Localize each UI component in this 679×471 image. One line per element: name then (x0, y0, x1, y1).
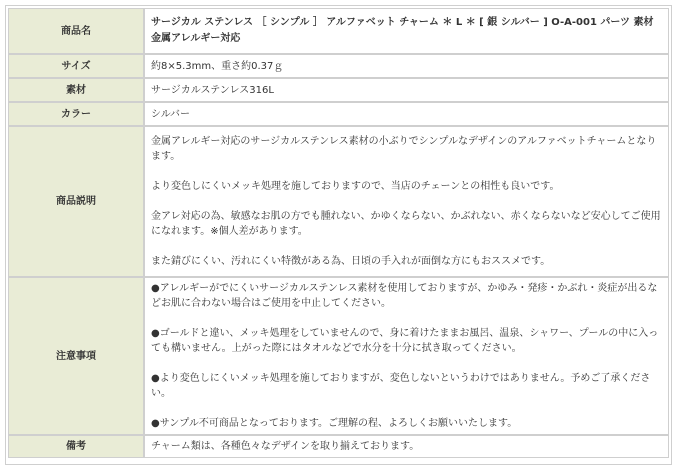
notes-paragraph: ●より変色しにくいメッキ処理を施しておりますが、変色しないというわけではありません。予めご了承ください。 (151, 373, 651, 399)
description-value (144, 126, 669, 277)
description-paragraph: 金属アレルギー対応のサージカルステンレス素材の小ぶりでシンプルなデザインのアルファベットチャームとなります。 (151, 136, 657, 162)
remarks-value: チャーム類は、各種色々なデザインを取り揃えております。 (144, 435, 669, 458)
table-row-remarks (8, 435, 669, 458)
product-name-value: サージカル ステンレス ［ シンプル ］ アルファベット チャーム ＊ L ＊ [ 銀 シルバー ] O-A-001 パーツ 素材 金属アレルギー対応 (144, 8, 669, 54)
description-label: 商品説明 (8, 126, 144, 277)
product-spec-table (8, 8, 669, 458)
table-row-color (8, 102, 669, 126)
notes-paragraph: ●サンプル不可商品となっております。ご理解の程、よろしくお願いいたします。 (151, 418, 518, 429)
product-spec-sheet (5, 5, 672, 465)
size-label: サイズ (8, 54, 144, 78)
size-value: 約8×5.3mm、重さ約0.37ｇ (144, 54, 669, 78)
table-row-description (8, 126, 669, 277)
table-row-size (8, 54, 669, 78)
description-paragraph: 金アレ対応の為、敏感なお肌の方でも腫れない、かゆくならない、かぶれない、赤くならないなど安心してご使用になれます。※個人差があります。 (151, 211, 661, 237)
notes-paragraph: ●ゴールドと違い、メッキ処理をしていませんので、身に着けたままお風呂、温泉、シャワー、プールの中に入っても構いません。上がった際にはタオルなどで水分を十分に拭き取ってください。 (151, 328, 659, 354)
description-paragraph: また錆びにくい、汚れにくい特徴がある為、日頃の手入れが面倒な方にもおススメです。 (151, 256, 551, 267)
color-value: シルバー (144, 102, 669, 126)
material-label: 素材 (8, 78, 144, 102)
notes-label: 注意事項 (8, 277, 144, 435)
table-row-notes (8, 277, 669, 435)
description-paragraph: より変色しにくいメッキ処理を施しておりますので、当店のチェーンとの相性も良いです。 (151, 181, 560, 192)
remarks-label: 備考 (8, 435, 144, 458)
notes-value (144, 277, 669, 435)
color-label: カラー (8, 102, 144, 126)
notes-paragraph: ●アレルギーがでにくいサージカルステンレス素材を使用しておりますが、かゆみ・発疹・かぶれ・炎症が出るなどお肌に合わない場合はご使用を中止してください。 (151, 283, 658, 309)
material-value: サージカルステンレス316L (144, 78, 669, 102)
table-row-product-name (8, 8, 669, 54)
table-row-material (8, 78, 669, 102)
product-name-label: 商品名 (8, 8, 144, 54)
